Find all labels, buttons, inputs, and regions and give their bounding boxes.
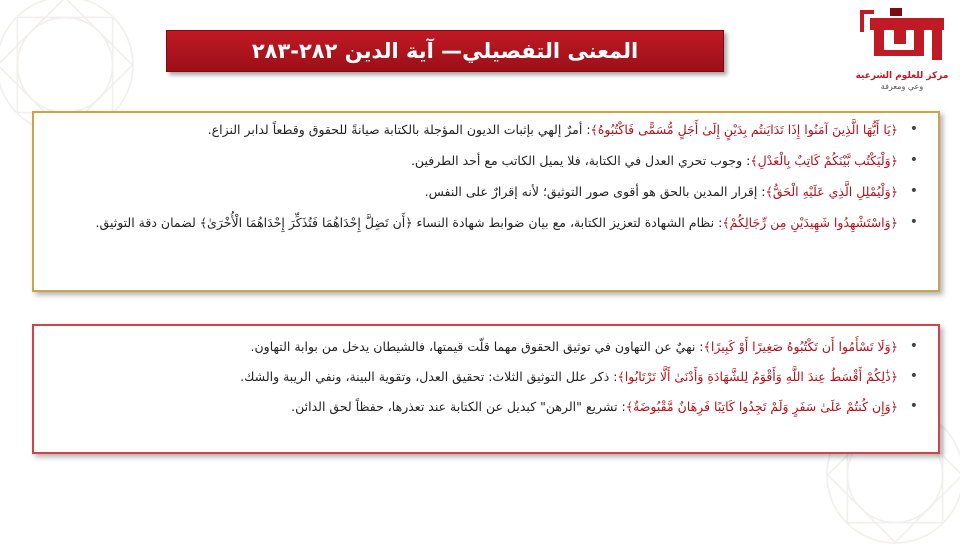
- verse-text: ﴿وَإِن كُنتُمْ عَلَىٰ سَفَرٍ وَلَمْ تَجِدُوا كَاتِبًا فَرِهَانٌ مَّقْبُوضَةٌ﴾: [625, 399, 898, 414]
- verse-text: ﴿ذَٰلِكُمْ أَقْسَطُ عِندَ اللَّهِ وَأَقْوَمُ لِلشَّهَادَةِ وَأَدْنَىٰ أَلَّا تَرْتَابُوا﴾: [617, 369, 898, 384]
- explanation-text: : ذكر علل التوثيق الثلاث: تحقيق العدل، وتقوية البينة، ونفي الريبة والشك.: [240, 369, 618, 384]
- explanation-text: : أمرٌ إلهي بإثبات الديون المؤجلة بالكتابة صيانةً للحقوق وقطعاً لدابر النزاع.: [207, 122, 591, 137]
- title-banner: [166, 30, 724, 72]
- bullet-list: [50, 336, 920, 417]
- explanation-text: : نظام الشهادة لتعزيز الكتابة، مع بيان ضوابط شهادة النساء ﴿أَن تَضِلَّ إِحْدَاهُمَا فَتُذَكِّرَ إِحْدَاهُمَا الْأُخْرَىٰ﴾ لضمان دقة التوثيق.: [95, 215, 723, 230]
- list-item: [50, 181, 920, 202]
- content-box-secondary: [32, 324, 940, 454]
- list-item: [50, 366, 920, 387]
- explanation-text: : إقرار المدين بالحق هو أقوى صور التوثيق؛ لأنه إقرارٌ على النفس.: [424, 184, 766, 199]
- explanation-text: : نهيٌ عن التهاون في توثيق الحقوق مهما قلّت قيمتها، فالشيطان يدخل من بوابة التهاون.: [250, 339, 704, 354]
- logo-subtagline: وعي ومعرفة: [880, 82, 924, 91]
- verse-text: ﴿وَلْيُمْلِلِ الَّذِي عَلَيْهِ الْحَقُّ﴾: [765, 184, 898, 199]
- list-item: [50, 396, 920, 417]
- verse-text: ﴿وَلْيَكْتُب بَّيْنَكُمْ كَاتِبٌ بِالْعَدْلِ﴾: [750, 153, 898, 168]
- ihkam-logo-icon: [854, 6, 950, 66]
- list-item: [50, 119, 920, 140]
- logo-tagline: مركز للعلوم الشرعية: [855, 71, 949, 81]
- verse-text: ﴿يَا أَيُّهَا الَّذِينَ آمَنُوا إِذَا تَدَايَنتُم بِدَيْنٍ إِلَىٰ أَجَلٍ مُّسَمًّى فَاكْتُبُوهُ﴾: [590, 122, 898, 137]
- page-title: المعنى التفصيلي— آية الدين ٢٨٢-٢٨٣: [251, 39, 639, 63]
- explanation-text: : وجوب تحري العدل في الكتابة، فلا يميل الكاتب مع أحد الطرفين.: [410, 153, 751, 168]
- verse-text: ﴿وَلَا تَسْأَمُوا أَن تَكْتُبُوهُ صَغِيرًا أَوْ كَبِيرًا﴾: [703, 339, 898, 354]
- logo: [852, 6, 952, 96]
- verse-text: ﴿وَاسْتَشْهِدُوا شَهِيدَيْنِ مِن رِّجَالِكُمْ﴾: [722, 215, 898, 230]
- list-item: [50, 212, 920, 233]
- list-item: [50, 150, 920, 171]
- content-box-primary: [32, 111, 940, 292]
- list-item: [50, 336, 920, 357]
- bullet-list: [50, 119, 920, 233]
- explanation-text: : تشريع "الرهن" كبديل عن الكتابة عند تعذرها، حفظاً لحق الدائن.: [291, 399, 626, 414]
